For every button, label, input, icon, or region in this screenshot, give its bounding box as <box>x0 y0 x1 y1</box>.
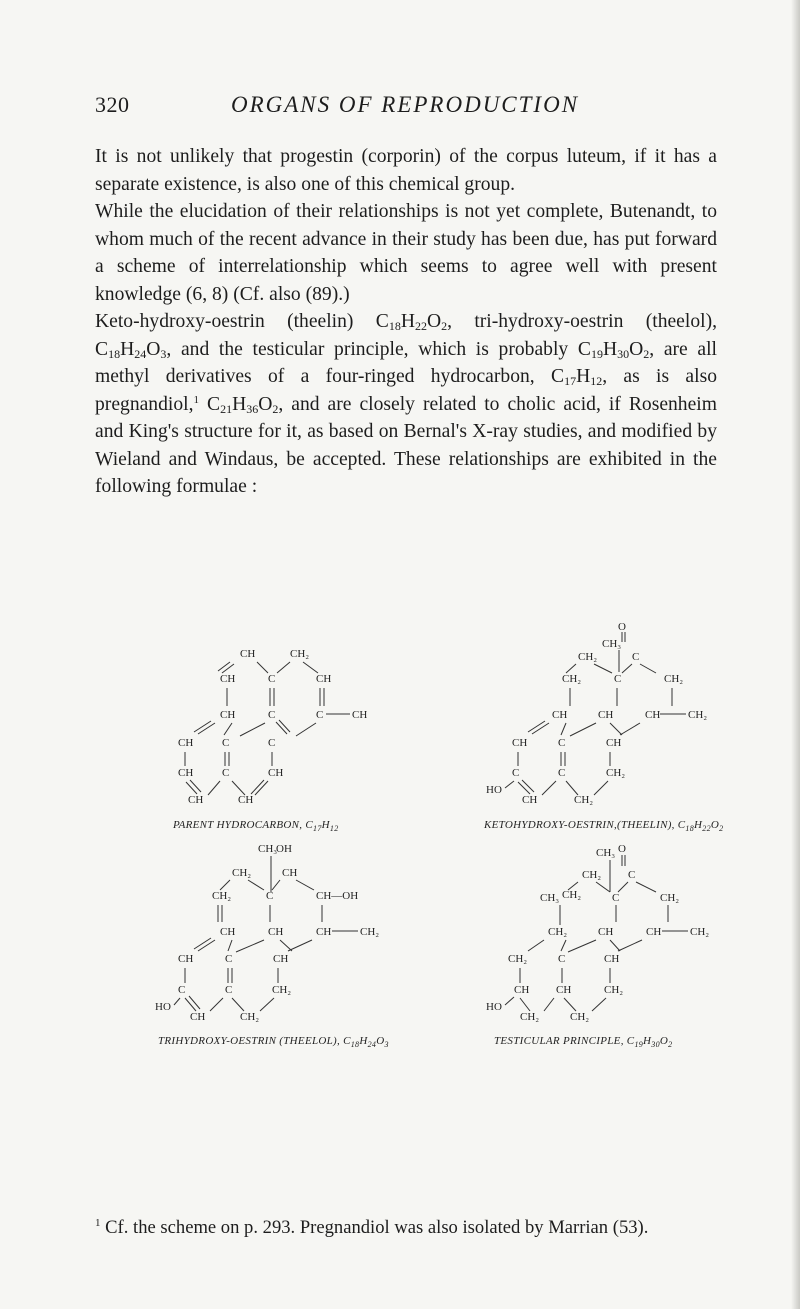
svg-text:CH: CH <box>552 709 568 721</box>
svg-text:CH: CH <box>316 673 332 685</box>
paragraph-1: It is not unlikely that progestin (corporin) of the corpus luteum, if it has a separate existence, is also one of this chemical group. <box>95 146 717 195</box>
svg-text:CH: CH <box>273 953 289 965</box>
svg-text:HO: HO <box>155 1001 171 1013</box>
svg-text:OH: OH <box>276 843 292 855</box>
svg-text:CH: CH <box>220 673 236 685</box>
svg-text:CH: CH <box>268 767 284 779</box>
formula-parent-hydrocarbon <box>172 648 367 833</box>
svg-text:C: C <box>225 953 233 965</box>
running-title: ORGANS OF REPRODUCTION <box>230 92 580 117</box>
svg-text:CH₂: CH₂ <box>690 926 710 938</box>
svg-text:CH: CH <box>238 794 254 806</box>
svg-text:CH₃: CH₃ <box>258 843 278 855</box>
formula-theelol <box>155 843 389 1049</box>
svg-text:CH₂: CH₂ <box>520 1011 540 1023</box>
svg-text:CH: CH <box>352 709 368 721</box>
svg-text:HO: HO <box>486 1001 502 1013</box>
svg-text:CH: CH <box>188 794 204 806</box>
svg-text:CH₂: CH₂ <box>688 709 708 721</box>
formula-theelin <box>483 621 723 833</box>
svg-text:CH: CH <box>646 926 662 938</box>
svg-text:C: C <box>266 890 274 902</box>
svg-text:HO: HO <box>486 784 502 796</box>
svg-text:CH₂: CH₂ <box>562 673 582 685</box>
svg-text:CH₂: CH₂ <box>604 984 624 996</box>
svg-text:CH₂: CH₂ <box>664 673 684 685</box>
svg-text:C: C <box>512 767 520 779</box>
svg-text:C: C <box>558 767 566 779</box>
svg-text:CH₂: CH₂ <box>660 892 680 904</box>
svg-text:CH: CH <box>178 767 194 779</box>
svg-text:C: C <box>632 651 640 663</box>
svg-text:CH: CH <box>316 926 332 938</box>
footnote-marker: 1 <box>95 1217 101 1229</box>
svg-text:CH₂: CH₂ <box>570 1011 590 1023</box>
svg-text:C: C <box>316 709 324 721</box>
footnote-text: Cf. the scheme on p. 293. Pregnandiol was also isolated by Marrian (53). <box>100 1217 649 1238</box>
svg-text:CH: CH <box>268 926 284 938</box>
caption-testicular-principle: TESTICULAR PRINCIPLE, $C_{19}H_{30}O_2$ <box>494 1035 673 1049</box>
svg-text:C: C <box>628 869 636 881</box>
svg-text:C: C <box>225 984 233 996</box>
svg-text:CH₂: CH₂ <box>232 867 252 879</box>
paragraph-2: While the elucidation of their relationships is not yet complete, Butenandt, to whom much of the recent advance in their study has been due, has put forward a scheme of interrelationship which seems to agree well with present knowledge (6, 8) (Cf. also (89).) <box>95 201 717 305</box>
svg-text:C: C <box>178 984 186 996</box>
svg-text:CH₃: CH₃ <box>540 892 560 904</box>
svg-text:CH: CH <box>220 926 236 938</box>
svg-text:CH₂: CH₂ <box>578 651 598 663</box>
page-number: 320 <box>95 92 130 117</box>
svg-text:CH₂: CH₂ <box>606 767 626 779</box>
svg-text:C: C <box>268 737 276 749</box>
paragraph-3: Keto-hydroxy-oestrin (theelin) $C_{18}H_{22}O_2$, tri-hydroxy-oestrin (theelol), $C_{18}H_{24}O_3$, and the testicular principle, which is probably $C_{19}H_{30}O_2$, are all methyl derivatives of a four-ringed hydrocarbon, $C_{17}H_{12}$, as is also pregnandiol,$^1$ $C_{21}H_{36}O_2$, and are closely related to cholic acid, if Rosenheim and King's structure for it, as based on Bernal's X-ray studies, and modified by Wieland and Windaus, be accepted. These relationships are exhibited in the following formulae : <box>95 311 717 497</box>
svg-text:CH₂: CH₂ <box>360 926 380 938</box>
svg-text:CH: CH <box>598 926 614 938</box>
svg-text:CH: CH <box>178 953 194 965</box>
caption-theelin: KETOHYDROXY-OESTRIN,(THEELIN), $C_{18}H_{22}O_2$ <box>484 819 724 833</box>
svg-text:CH: CH <box>514 984 530 996</box>
footnote <box>95 1215 717 1241</box>
svg-text:CH: CH <box>645 709 661 721</box>
svg-text:C: C <box>558 737 566 749</box>
footnote-ref[interactable]: 1 <box>193 393 199 406</box>
svg-text:C: C <box>558 953 566 965</box>
svg-text:O: O <box>618 843 626 855</box>
svg-text:CH₂: CH₂ <box>272 984 292 996</box>
svg-text:CH₃: CH₃ <box>596 847 616 859</box>
svg-text:CH: CH <box>522 794 538 806</box>
svg-text:CH₂: CH₂ <box>240 1011 260 1023</box>
svg-text:C: C <box>222 737 230 749</box>
svg-text:O: O <box>618 621 626 633</box>
svg-text:CH: CH <box>282 867 298 879</box>
svg-text:C: C <box>614 673 622 685</box>
svg-text:CH₂: CH₂ <box>508 953 528 965</box>
svg-text:CH: CH <box>604 953 620 965</box>
svg-text:C: C <box>612 892 620 904</box>
svg-text:CH—OH: CH—OH <box>316 890 359 902</box>
svg-text:CH₂: CH₂ <box>212 890 232 902</box>
svg-text:CH₂: CH₂ <box>582 869 602 881</box>
svg-text:CH: CH <box>606 737 622 749</box>
svg-text:CH: CH <box>512 737 528 749</box>
svg-text:CH: CH <box>598 709 614 721</box>
svg-text:C: C <box>268 709 276 721</box>
svg-text:CH: CH <box>556 984 572 996</box>
svg-text:CH: CH <box>190 1011 206 1023</box>
svg-text:CH₂: CH₂ <box>290 648 310 660</box>
caption-theelol: TRIHYDROXY-OESTRIN (THEELOL), $C_{18}H_{24}O_3$ <box>158 1035 389 1049</box>
svg-text:CH₃: CH₃ <box>602 638 622 650</box>
formula-testicular-principle <box>486 843 709 1049</box>
svg-text:C: C <box>268 673 276 685</box>
svg-text:CH: CH <box>220 709 236 721</box>
svg-text:CH₂: CH₂ <box>562 889 582 901</box>
svg-text:C: C <box>222 767 230 779</box>
svg-text:CH: CH <box>240 648 256 660</box>
svg-text:CH₂: CH₂ <box>548 926 568 938</box>
svg-text:CH₂: CH₂ <box>574 794 594 806</box>
svg-text:CH: CH <box>178 737 194 749</box>
caption-parent-hydrocarbon: PARENT HYDROCARBON, $C_{17}H_{12}$ <box>173 819 339 833</box>
